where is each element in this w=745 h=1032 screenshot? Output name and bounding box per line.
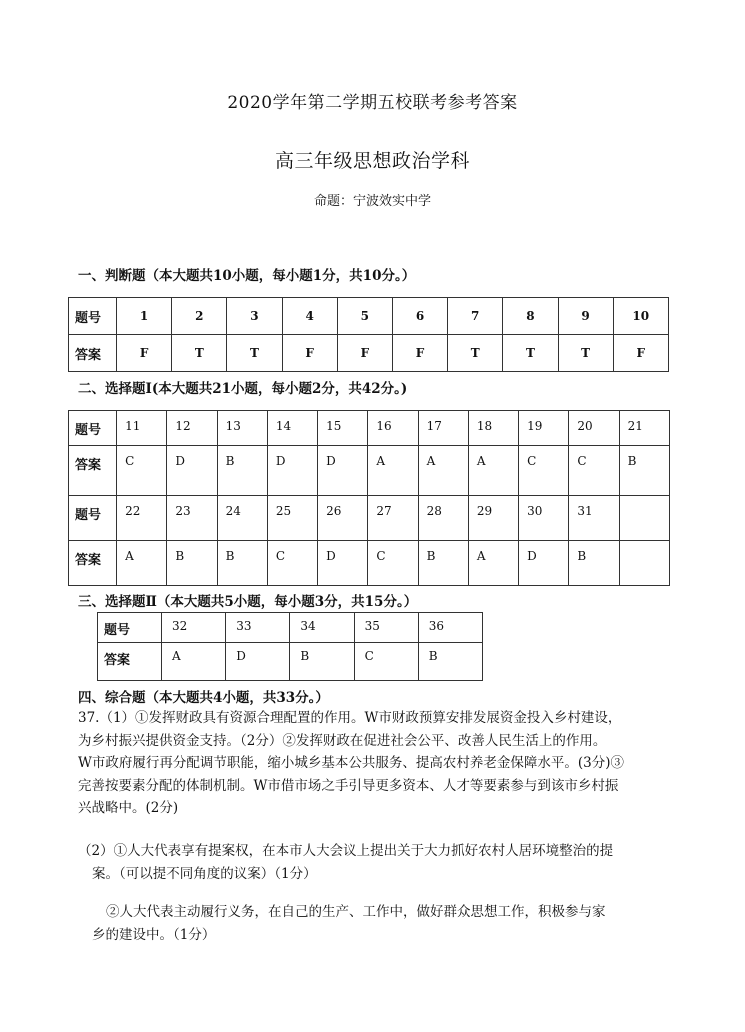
question-number: 28 [418, 496, 468, 541]
answer-cell: B [290, 643, 354, 681]
answer-line: 37.（1）①发挥财政具有资源合理配置的作用。W市财政预算安排发展资金投入乡村建设， [78, 710, 622, 726]
question-number: 7 [448, 298, 503, 335]
answer-cell: D [519, 541, 569, 586]
table-row [69, 541, 670, 586]
answer-line: 乡的建设中。（1分） [92, 926, 216, 943]
question-number: 26 [318, 496, 368, 541]
document-title: 2020学年第二学期五校联考参考答案 [227, 93, 518, 113]
table-row [69, 446, 670, 496]
answer-cell: T [227, 335, 282, 372]
answer-cell: B [619, 446, 669, 496]
answer-cell: T [503, 335, 558, 372]
question-number: 23 [167, 496, 217, 541]
question-number: 12 [167, 411, 217, 446]
answer-cell: F [117, 335, 172, 372]
answer-cell: B [569, 541, 619, 586]
question-number: 27 [368, 496, 418, 541]
section2-heading: 二、选择题Ⅰ(本大题共21小题，每小题2分，共42分。) [78, 381, 408, 397]
question-number: 5 [337, 298, 392, 335]
question-number: 10 [613, 298, 668, 335]
question-number: 20 [569, 411, 619, 446]
row-label-answer: 答案 [69, 335, 117, 372]
answer-line: 为乡村振兴提供资金支持。（2分）②发挥财政在促进社会公平、改善人民生活上的作用。 [78, 732, 607, 749]
answer-cell: C [354, 643, 418, 681]
row-label-answer: 答案 [69, 446, 117, 496]
question-number: 35 [354, 613, 418, 643]
answer-cell: C [569, 446, 619, 496]
answer-cell: C [267, 541, 317, 586]
section1-answer-table [68, 297, 669, 372]
question-number: 36 [418, 613, 482, 643]
question-number: 34 [290, 613, 354, 643]
table-row [69, 335, 669, 372]
q37-part2-answer-a [78, 840, 698, 885]
question-number: 14 [267, 411, 317, 446]
answer-cell: B [217, 541, 267, 586]
table-row [98, 643, 483, 681]
answer-cell: A [368, 446, 418, 496]
table-row [98, 613, 483, 643]
answer-cell: A [418, 446, 468, 496]
answer-line: 完善按要素分配的体制机制。W市借市场之手引导更多资本、人才等要素参与到该市乡村振 [78, 777, 619, 794]
row-label-answer: 答案 [98, 643, 162, 681]
answer-cell: A [117, 541, 167, 586]
question-number: 8 [503, 298, 558, 335]
question-number: 25 [267, 496, 317, 541]
question-number [619, 496, 669, 541]
question-number: 31 [569, 496, 619, 541]
row-label-question: 题号 [98, 613, 162, 643]
question-number: 30 [519, 496, 569, 541]
answer-cell: D [318, 446, 368, 496]
answer-line: ②人大代表主动履行义务，在自己的生产、工作中，做好群众思想工作，积极参与家 [106, 904, 606, 920]
answer-cell: A [162, 643, 226, 681]
answer-cell: C [519, 446, 569, 496]
question-number: 19 [519, 411, 569, 446]
section2-answer-table [68, 410, 670, 586]
section3-heading: 三、选择题Ⅱ（本大题共5小题，每小题3分，共15分。） [78, 594, 418, 610]
answer-line: （2）①人大代表享有提案权，在本市人大会议上提出关于大力抓好农村人居环境整治的提 [78, 843, 614, 859]
answer-cell: D [318, 541, 368, 586]
question-number: 22 [117, 496, 167, 541]
question-number: 3 [227, 298, 282, 335]
section1-heading: 一、判断题（本大题共10小题，每小题1分，共10分。） [78, 268, 416, 284]
document-subtitle: 高三年级思想政治学科 [274, 150, 470, 172]
section4-heading: 四、综合题（本大题共4小题，共33分。） [78, 690, 329, 706]
answer-cell: F [282, 335, 337, 372]
question-number: 33 [226, 613, 290, 643]
answer-cell: B [418, 541, 468, 586]
answer-cell: F [337, 335, 392, 372]
answer-cell: B [167, 541, 217, 586]
answer-cell: T [558, 335, 613, 372]
question-number: 24 [217, 496, 267, 541]
q37-part1-answer [78, 707, 698, 820]
question-number: 2 [172, 298, 227, 335]
answer-line: 兴战略中。(2分) [78, 800, 179, 816]
question-number: 16 [368, 411, 418, 446]
answer-cell: T [172, 335, 227, 372]
table-row [69, 496, 670, 541]
question-number: 29 [468, 496, 518, 541]
question-number: 9 [558, 298, 613, 335]
q37-part2-answer-b [78, 901, 698, 946]
question-number: 4 [282, 298, 337, 335]
section3-answer-table [97, 612, 483, 681]
question-number: 11 [117, 411, 167, 446]
answer-cell: C [117, 446, 167, 496]
answer-cell: F [392, 335, 447, 372]
answer-cell: T [448, 335, 503, 372]
question-number: 32 [162, 613, 226, 643]
row-label-question: 题号 [69, 411, 117, 446]
table-row [69, 298, 669, 335]
table-row [69, 411, 670, 446]
question-number: 17 [418, 411, 468, 446]
question-number: 15 [318, 411, 368, 446]
answer-cell: C [368, 541, 418, 586]
answer-cell: A [468, 541, 518, 586]
answer-cell: A [468, 446, 518, 496]
answer-cell: B [217, 446, 267, 496]
document-author: 命题：宁波效实中学 [313, 194, 431, 209]
answer-cell: F [613, 335, 668, 372]
row-label-answer: 答案 [69, 541, 117, 586]
question-number: 13 [217, 411, 267, 446]
question-number: 18 [468, 411, 518, 446]
question-number: 6 [392, 298, 447, 335]
answer-line: W市政府履行再分配调节职能，缩小城乡基本公共服务、提高农村养老金保障水平。(3分)③ [78, 755, 624, 771]
question-number: 1 [117, 298, 172, 335]
answer-cell [619, 541, 669, 586]
answer-line: 案。（可以提不同角度的议案）（1分） [92, 865, 317, 882]
row-label-question: 题号 [69, 298, 117, 335]
answer-cell: D [267, 446, 317, 496]
question-number: 21 [619, 411, 669, 446]
answer-cell: D [167, 446, 217, 496]
answer-cell: D [226, 643, 290, 681]
row-label-question: 题号 [69, 496, 117, 541]
answer-cell: B [418, 643, 482, 681]
